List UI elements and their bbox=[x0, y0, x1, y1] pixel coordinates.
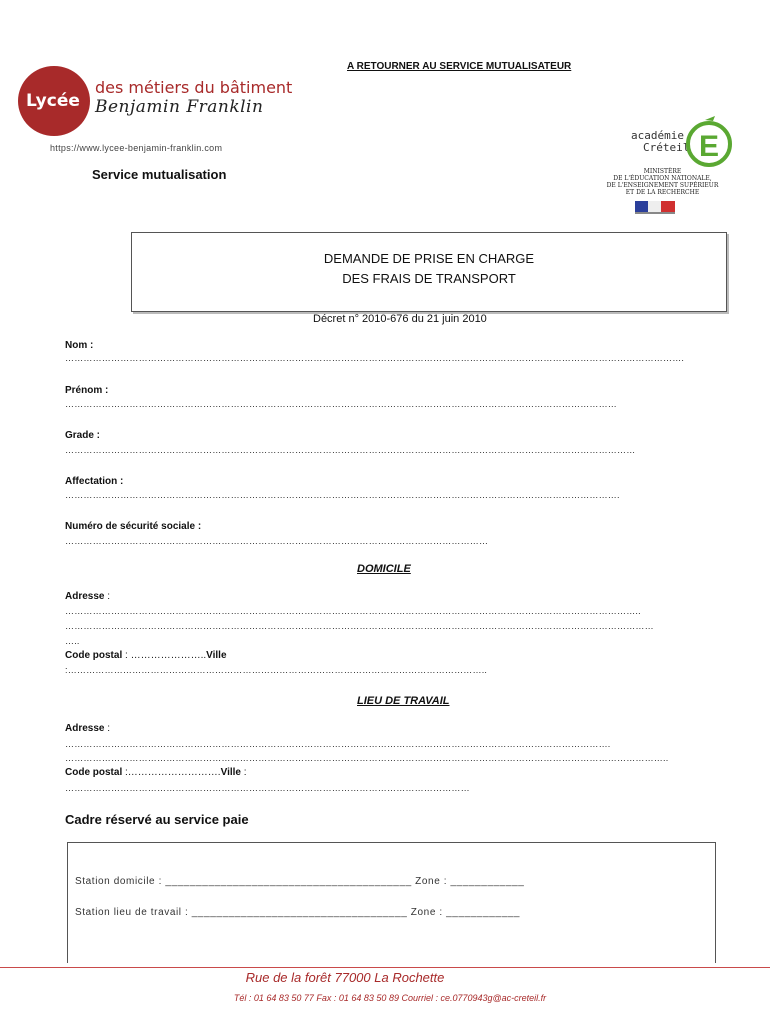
academie-line2: Créteil bbox=[643, 141, 690, 154]
secu-field[interactable]: ………………………………………………………………………………………………………………………… bbox=[65, 536, 489, 546]
travail-cp-row bbox=[65, 767, 247, 778]
footer-address: Rue de la forêt 77000 La Rochette bbox=[245, 970, 445, 985]
travail-cp-label: Code postal bbox=[65, 767, 123, 778]
travail-title: LIEU DE TRAVAIL bbox=[357, 695, 450, 707]
return-note: A RETOURNER AU SERVICE MUTUALISATEUR bbox=[347, 61, 572, 72]
prenom-label: Prénom : bbox=[65, 385, 109, 396]
title-line2: DES FRAIS DE TRANSPORT bbox=[342, 271, 516, 286]
domicile-adresse-field-3[interactable]: ….. bbox=[65, 636, 80, 646]
lycee-line2: Benjamin Franklin bbox=[95, 97, 264, 117]
decree: Décret n° 2010-676 du 21 juin 2010 bbox=[313, 313, 487, 325]
svg-text:E: E bbox=[698, 130, 720, 163]
paie-box bbox=[67, 842, 716, 963]
station-travail-field[interactable]: Station lieu de travail : ___________________________________ Zone : ____________ bbox=[75, 907, 521, 918]
footer-contact: Tél : 01 64 83 50 77 Fax : 01 64 83 50 89 Courriel : ce.0770943g@ac-creteil.fr bbox=[233, 993, 547, 1003]
station-domicile-field[interactable]: Station domicile : ________________________________________ Zone : ____________ bbox=[75, 876, 525, 887]
grade-label: Grade : bbox=[65, 430, 101, 441]
domicile-ville-field[interactable]: :……………………………………………………………………………………………………………………….. bbox=[65, 665, 488, 675]
domicile-adresse-field-2[interactable]: ………………………………………………………………………………………………………………………………………………………………………… bbox=[65, 621, 654, 631]
ministry-line: DE L'ÉDUCATION NATIONALE, bbox=[613, 175, 712, 182]
travail-adresse-text: Adresse bbox=[65, 723, 105, 734]
affectation-label: Affectation : bbox=[65, 476, 124, 487]
lycee-logo bbox=[18, 64, 293, 136]
travail-adresse-field-1[interactable]: ……………………………………………………………………………………………………………………………………………………………. bbox=[65, 739, 611, 749]
domicile-title: DOMICILE bbox=[357, 563, 411, 575]
domicile-cp-label: Code postal bbox=[65, 650, 123, 661]
grade-field[interactable]: …………………………………………………………………………………………………………………………………………………………………… bbox=[65, 445, 636, 455]
domicile-adresse-label bbox=[65, 591, 110, 602]
nom-label: Nom : bbox=[65, 340, 94, 351]
title-box bbox=[131, 232, 727, 312]
academie-e-icon bbox=[685, 116, 733, 168]
title-line1: DEMANDE DE PRISE EN CHARGE bbox=[323, 251, 535, 266]
academie-line1: académie bbox=[631, 129, 684, 142]
secu-label: Numéro de sécurité sociale : bbox=[65, 521, 202, 532]
domicile-cp-field[interactable]: : ………………….. bbox=[122, 650, 207, 661]
travail-adresse-field-2[interactable]: …………………………………………………………………………………………………………………………………………………………………………….. bbox=[65, 753, 669, 763]
affectation-field[interactable]: ………………………………………………………………………………………………………………………………………………………………. bbox=[65, 490, 620, 500]
lycee-badge-text: Lycée bbox=[26, 91, 80, 111]
domicile-cp-row bbox=[65, 650, 227, 661]
prenom-field[interactable]: ……………………………………………………………………………………………………………………………………………………………… bbox=[65, 399, 617, 409]
domicile-ville-label: Ville bbox=[206, 650, 227, 661]
travail-ville-colon: : bbox=[240, 767, 247, 778]
domicile-adresse-field-1[interactable]: …………………………………………………………………………………………………………………………………………………………………….. bbox=[65, 606, 641, 616]
travail-cp-field[interactable]: :………………………. bbox=[122, 767, 221, 778]
lycee-line1: des métiers du bâtiment bbox=[95, 78, 293, 97]
ministry-line: ET DE LA RECHERCHE bbox=[625, 189, 700, 196]
travail-adresse-colon: : bbox=[104, 723, 111, 734]
travail-adresse-label bbox=[65, 723, 110, 734]
ministry-line: DE L'ENSEIGNEMENT SUPÉRIEUR bbox=[606, 182, 719, 189]
paie-title: Cadre réservé au service paie bbox=[65, 812, 249, 827]
lycee-url: https://www.lycee-benjamin-franklin.com bbox=[50, 143, 223, 153]
travail-ville-field[interactable]: …………………………………………………………………………………………………………………… bbox=[65, 783, 470, 793]
travail-ville-label: Ville bbox=[220, 767, 241, 778]
service-title: Service mutualisation bbox=[92, 167, 227, 182]
ministry-line: MINISTÈRE bbox=[643, 168, 682, 175]
footer-divider bbox=[0, 967, 770, 968]
domicile-adresse-colon: : bbox=[104, 591, 111, 602]
ministry-text bbox=[590, 168, 735, 196]
nom-field[interactable]: …………………………………………………………………………………………………………………………………………………………………………………. bbox=[65, 353, 685, 363]
domicile-adresse-text: Adresse bbox=[65, 591, 105, 602]
marianne-flag-icon bbox=[635, 201, 675, 215]
academie-logo bbox=[585, 116, 745, 226]
